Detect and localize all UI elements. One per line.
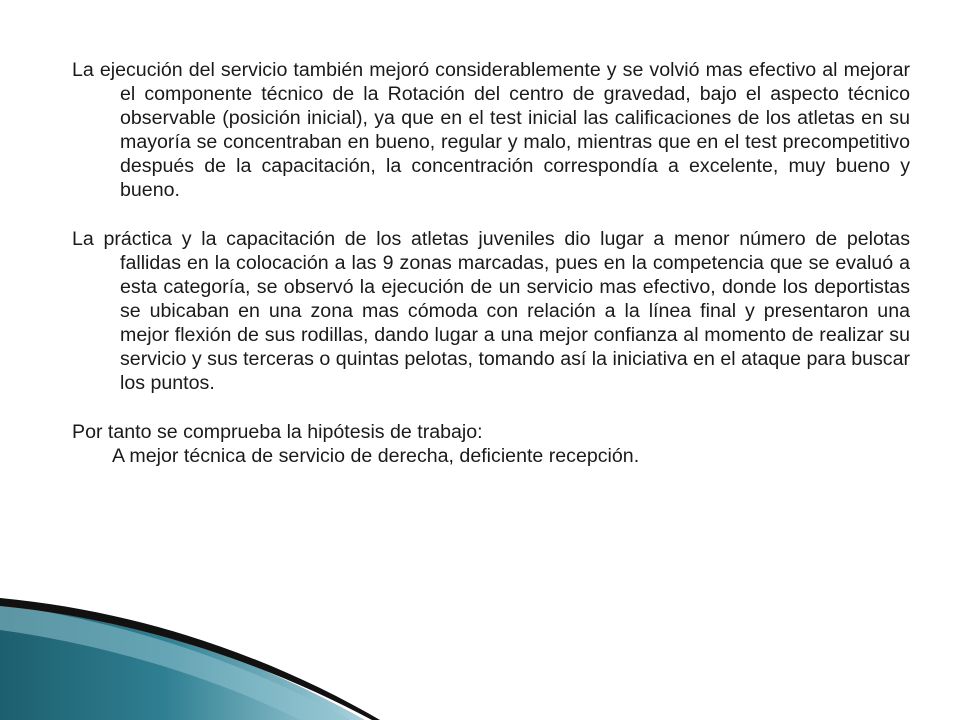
paragraph-service-execution: La ejecución del servicio también mejoró considerablemente y se volvió mas efectivo al mejorar el componente técnico de la Rotación del centro de gravedad, bajo el aspecto técnico observable (posición inicial), ya que en el test inicial las calificaciones de los atletas en su mayoría se concentraban en bueno, regular y malo, mientras que en el test precompetitivo después de la capacitación, la concentración correspondía a excelente, muy bueno y bueno. [72,59,910,201]
conclusion-intro: Por tanto se comprueba la hipótesis de trabajo: [72,421,483,443]
hypothesis-statement: A mejor técnica de servicio de derecha, deficiente recepción. [112,445,640,467]
slide-body [72,58,910,468]
paragraph-juvenile-training: La práctica y la capacitación de los atletas juveniles dio lugar a menor número de pelotas fallidas en la colocación a las 9 zonas marcadas, pues en la competencia que se evaluó a esta categoría, se observó la ejecución de un servicio mas efectivo, donde los deportistas se ubicaban en una zona mas cómoda con relación a la línea final y presentaron una mejor flexión de sus rodillas, dando lugar a una mejor confianza al momento de realizar su servicio y sus terceras o quintas pelotas, tomando así la iniciativa en el ataque para buscar los puntos. [72,228,910,394]
